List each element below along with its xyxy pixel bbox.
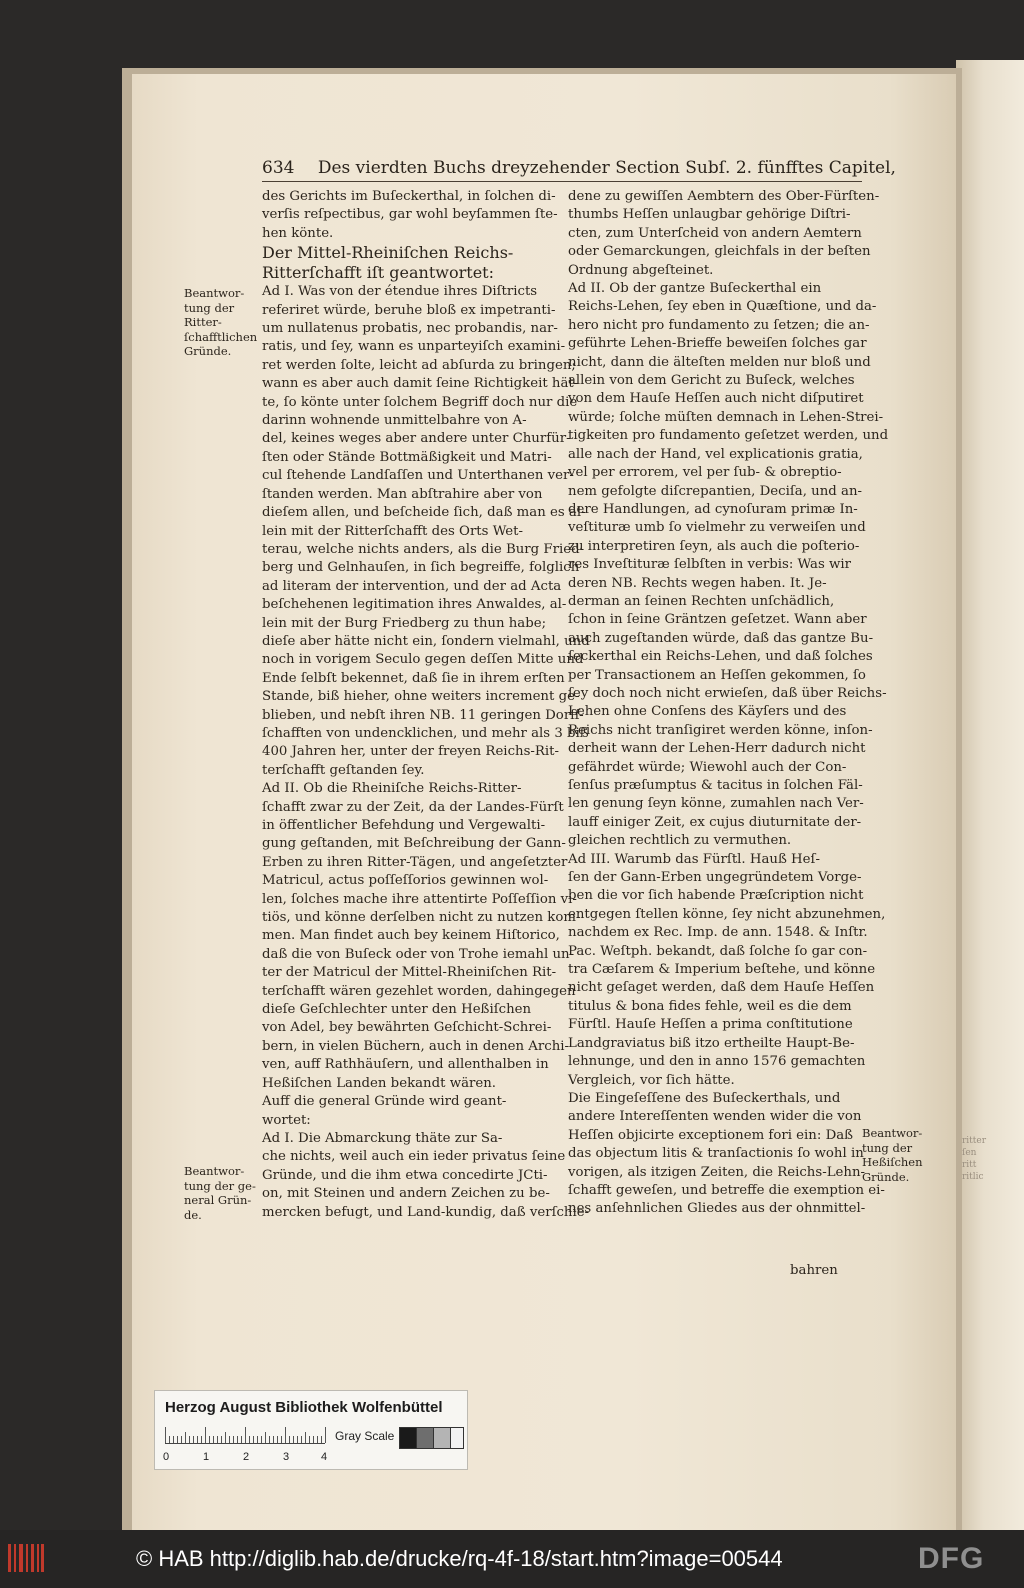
text-line: referiret würde, beruhe bloß ex impetranti-	[262, 302, 556, 318]
scale-ruler	[165, 1425, 325, 1444]
text-line: zu interpretiren ſeyn, als auch die poſterio-	[568, 538, 860, 554]
ruler-tick	[237, 1436, 238, 1443]
bleed-line: ritlic	[962, 1172, 984, 1182]
ruler-tick	[249, 1436, 250, 1443]
text-line: Heßiſchen Landen bekandt wären.	[262, 1075, 497, 1091]
text-line: titulus & bona fides fehle, weil es die dem	[568, 998, 852, 1014]
text-line: dere Handlungen, ad cynoſuram primæ In-	[568, 501, 858, 517]
text-line: gleichen rechtlich zu vermuthen.	[568, 833, 792, 849]
text-line: deren NB. Rechts wegen haben. It. Je-	[568, 575, 827, 591]
text-line: te, ſo könte unter ſolchem Begriff doch nur die	[262, 394, 578, 410]
ruler-tick	[165, 1427, 166, 1443]
dfg-logo: DFG	[918, 1542, 985, 1575]
left-column	[262, 188, 590, 1222]
text-line: bern, in vielen Büchern, auch in denen Archi-	[262, 1038, 570, 1054]
text-line: cten, zum Unterſcheid von andern Aemtern	[568, 225, 862, 241]
ruler-tick	[321, 1436, 322, 1443]
text-line: derman an ſeinen Rechten unſchädlich,	[568, 593, 835, 609]
gray-swatch	[433, 1427, 451, 1449]
text-line: Reichs nicht tranſigiret werden könne, inſon-	[568, 722, 873, 738]
ruler-tick	[197, 1436, 198, 1443]
bleed-through-text	[962, 1135, 986, 1183]
text-line: len genung ſeyn könne, zumahlen nach Ver-	[568, 796, 864, 812]
text-line: andere Intereſſenten wenden wider die von	[568, 1109, 862, 1125]
text-line: blieben, und nebſt ihren NB. 11 geringen Dorff-	[262, 707, 584, 723]
ruler-tick	[305, 1432, 306, 1443]
text-line: das objectum litis & tranſactionis ſo wohl in	[568, 1146, 864, 1162]
text-line: ret werden ſolte, leicht ad abſurda zu bringen;	[262, 357, 576, 373]
text-line: ſchon in ſeine Gräntzen geſetzet. Wann aber	[568, 612, 867, 628]
text-line: um nullatenus probatis, nec probandis, nar-	[262, 321, 558, 337]
margin-line: Beantwor-	[184, 1164, 245, 1178]
copyright-url-link[interactable]: © HAB http://diglib.hab.de/drucke/rq-4f-18/start.htm?image=00544	[136, 1546, 783, 1571]
ruler-tick	[169, 1436, 170, 1443]
text-line: Auff die general Gründe wird geant-	[262, 1094, 507, 1110]
text-line: ven, auff Rathhäuſern, und allenthalben in	[262, 1057, 549, 1073]
gray-swatch	[450, 1427, 464, 1449]
text-line: ſeckerthal ein Reichs-Lehen, und daß ſolches	[568, 649, 873, 665]
text-line: ſchafft geweſen, und betreffe die exemption ei-	[568, 1182, 885, 1198]
ruler-number: 3	[283, 1451, 290, 1463]
text-line: in öffentlicher Befehdung und Vergewalti-	[262, 818, 546, 833]
text-line: tra Cæſarem & Imperium beſtehe, und könne	[568, 962, 876, 978]
margin-line: tung der	[184, 300, 235, 315]
margin-line: tung der	[862, 1140, 913, 1155]
gray-swatch	[416, 1427, 434, 1449]
ruler-tick	[293, 1436, 294, 1443]
text-line: vel per errorem, vel per ſub- & obreptio-	[568, 465, 842, 481]
text-line: Vergleich, vor ſich hätte.	[568, 1072, 735, 1088]
text-line: ratis, und ſey, wann es unparteyiſch examini-	[262, 339, 566, 355]
ruler-tick	[205, 1427, 206, 1443]
ruler-tick	[209, 1436, 210, 1443]
text-line: cul ſtehende Landſaſſen und Unterthanen ver-	[262, 468, 574, 484]
catchword: bahren	[790, 1263, 838, 1278]
text-line: wortet:	[262, 1112, 311, 1128]
ruler-tick	[225, 1432, 226, 1443]
text-line: men. Man findet auch bey keinem Hiſtorico,	[262, 928, 560, 944]
text-line: Ritterſchafft iſt geantwortet:	[262, 263, 494, 283]
running-title: Des vierdten Buchs dreyzehender Section Subſ. 2. fünfftes Capitel,	[317, 158, 896, 178]
ruler-number: 2	[243, 1451, 250, 1463]
text-line: dieſe Geſchlechter unter den Heßiſchen	[262, 1002, 532, 1018]
ruler-tick	[281, 1436, 282, 1443]
margin-line: Beantwor-	[184, 286, 245, 300]
text-line: wann es aber auch damit ſeine Richtigkeit hät-	[262, 376, 579, 392]
margin-line: de.	[184, 1207, 202, 1222]
margin-line: Ritter-	[184, 315, 222, 329]
text-line: berg und Gelnhauſen, in ſich begreiffe, folglich	[262, 560, 580, 576]
text-line: che nichts, weil auch ein ieder privatus ſeine	[262, 1149, 566, 1165]
text-line: veſtituræ umb ſo vielmehr zu verweiſen und	[568, 520, 866, 536]
text-line: Ende ſelbſt bekennet, daß ſie in ihrem erſten	[262, 670, 565, 686]
ruler-tick	[273, 1436, 274, 1443]
text-line: Die Eingeſeſſene des Buſeckerthals, und	[568, 1090, 841, 1106]
text-line: nem gefolgte diſcrepantien, Deciſa, und an-	[568, 483, 863, 499]
text-line: nachdem ex Rec. Imp. de ann. 1548. & Inſtr.	[568, 925, 868, 941]
ruler-tick	[189, 1436, 190, 1443]
margin-line: Gründe.	[184, 344, 232, 358]
text-line: Ad II. Ob der gantze Buſeckerthal ein	[568, 281, 822, 297]
ruler-tick	[285, 1427, 286, 1443]
text-line: dene zu gewiſſen Aembtern des Ober-Fürſten-	[568, 189, 880, 204]
text-line: ſey doch noch nicht erwieſen, daß über Reichs-	[568, 685, 887, 701]
ruler-tick	[213, 1436, 214, 1443]
text-line: Erben zu ihren Ritter-Tägen, und angeſetzter	[262, 854, 568, 870]
text-line: del, keines weges aber andere unter Churfür-	[262, 431, 571, 447]
text-line: Heſſen objicirte exceptionem fori ein: Daß	[568, 1127, 854, 1143]
gray-scale-label: Gray Scale	[335, 1429, 395, 1443]
text-line: terſchafft wären gezehlet worden, dahingegen	[262, 983, 576, 999]
margin-line: Beantwor-	[862, 1126, 923, 1140]
ruler-tick	[301, 1436, 302, 1443]
text-line: Fürſtl. Hauſe Heſſen a prima conſtitutione	[568, 1017, 853, 1033]
text-line: dieſem allen, und beſcheide ſich, daß man es al-	[262, 505, 586, 521]
text-line: auch zugeſtanden würde, daß das gantze Bu-	[568, 630, 874, 646]
ruler-tick	[241, 1436, 242, 1443]
viewer-footer	[0, 1530, 1024, 1588]
text-line: Ordnung abgeſteinet.	[568, 262, 714, 278]
text-line: hen könte.	[262, 225, 334, 241]
text-line: Pac. Weſtph. bekandt, daß ſolche ſo gar con-	[568, 943, 868, 959]
text-line: alle nach der Hand, vel explicationis gratia,	[568, 446, 863, 462]
text-line: terſchafft geſtanden ſey.	[262, 762, 425, 778]
text-line: Der Mittel-Rheiniſchen Reichs-	[262, 243, 514, 263]
ruler-tick	[261, 1436, 262, 1443]
ruler-tick	[309, 1436, 310, 1443]
margin-line: Gründe.	[862, 1169, 910, 1184]
text-line: Ad I. Was von der étendue ihres Diſtricts	[262, 284, 538, 300]
text-line: Gründe, und die ihm etwa concedirte JCti-	[262, 1167, 548, 1183]
text-line: oder Gemarckungen, gleichfals in der beſten	[568, 244, 871, 260]
margin-line: ſchafftlichen	[184, 329, 258, 344]
ruler-tick	[265, 1432, 266, 1443]
ruler-tick	[229, 1436, 230, 1443]
text-line: ſchafft zwar zu der Zeit, da der Landes-Fürſt	[262, 799, 564, 815]
ruler-tick	[269, 1436, 270, 1443]
text-line: ſenſus præſumptus & tacitus in ſolchen Fäl-	[568, 778, 863, 793]
margin-note-knights	[184, 286, 257, 359]
text-line: mercken befugt, und Land-kundig, daß verſchie-	[262, 1204, 590, 1220]
text-line: nicht geſaget werden, daß dem Hauſe Heſſen	[568, 980, 875, 996]
text-line: terau, welche nichts anders, als die Burg Fried-	[262, 541, 585, 557]
text-line: lehnunge, und den in anno 1576 gemachten	[568, 1054, 866, 1070]
text-line: lein mit der Burg Friedberg zu thun habe;	[262, 615, 547, 631]
text-line: verſis reſpectibus, gar wohl beyſammen ſte-	[262, 207, 558, 223]
text-line: derheit wann der Lehen-Herr dadurch nicht	[568, 741, 866, 757]
ruler-tick	[297, 1436, 298, 1443]
header-rule	[262, 181, 862, 182]
bleed-line: ritter	[962, 1136, 987, 1146]
ruler-number: 4	[321, 1451, 328, 1463]
page-number: 634	[262, 158, 295, 178]
text-line: Lehen ohne Conſens des Käyſers und des	[568, 704, 847, 720]
text-line: würde; ſolche müſten demnach in Lehen-Strei-	[568, 409, 884, 425]
ruler-tick	[313, 1436, 314, 1443]
margin-note-hessian	[862, 1126, 923, 1184]
text-line: per Transactionem an Heſſen gekommen, ſo	[568, 667, 866, 683]
text-line: res Inveſtituræ ſelbſten in verbis: Was wir	[568, 557, 852, 573]
next-page-edge	[956, 60, 1024, 1530]
text-line: geführte Lehen-Brieffe beweiſen ſolches gar	[568, 336, 867, 352]
ruler-tick	[233, 1436, 234, 1443]
text-line: ad literam der intervention, und der ad Acta	[262, 578, 562, 594]
text-line: tigkeiten pro fundamento geſetzet werden, und	[568, 428, 889, 444]
text-line: darinn wohnende unmittelbahre von A-	[262, 413, 527, 429]
text-line: Ad II. Ob die Rheiniſche Reichs-Ritter-	[262, 781, 522, 797]
text-line: beſchehenen legitimation ihres Anwaldes, al-	[262, 597, 567, 613]
text-line: lein mit der Ritterſchafft des Orts Wet-	[262, 523, 523, 539]
ruler-tick	[277, 1436, 278, 1443]
text-line: von Adel, bey bewährten Geſchicht-Schrei-	[262, 1020, 552, 1036]
text-line: Ad I. Die Abmarckung thäte zur Sa-	[262, 1130, 503, 1146]
text-line: ſchafften von undencklichen, und mehr als 3 biß	[262, 725, 589, 741]
text-line: Ad III. Warumb das Fürſtl. Hauß Heſ-	[568, 851, 820, 867]
text-line: lauff einiger Zeit, ex cujus diuturnitate der-	[568, 814, 862, 830]
text-line: 400 Jahren her, unter der freyen Reichs-Rit-	[262, 744, 559, 760]
ruler-tick	[289, 1436, 290, 1443]
text-line: Landgraviatus biß itzo ertheilte Haupt-Be-	[568, 1035, 855, 1051]
text-line: hero nicht pro fundamento zu ſetzen; die an-	[568, 317, 870, 333]
text-line: thumbs Heſſen unlaugbar gehörige Diſtri-	[568, 207, 851, 223]
ruler-tick	[217, 1436, 218, 1443]
text-line: noch in vorigem Seculo gegen deſſen Mitte und	[262, 652, 584, 668]
margin-line: neral Grün-	[184, 1193, 252, 1207]
running-header	[262, 158, 896, 180]
ruler-tick	[257, 1436, 258, 1443]
ruler-number: 0	[163, 1451, 170, 1463]
ruler-tick	[181, 1436, 182, 1443]
ruler-tick	[253, 1436, 254, 1443]
text-line: Matricul, actus poſſeſſorios gewinnen wol-	[262, 873, 549, 889]
ruler-tick	[177, 1436, 178, 1443]
bleed-line: ritt	[962, 1160, 977, 1170]
text-line: tiös, und könne derſelben nicht zu nutzen kom-	[262, 910, 581, 926]
text-line: gefährdet würde; Wiewohl auch der Con-	[568, 759, 847, 775]
library-name: Herzog August Bibliothek Wolfenbüttel	[165, 1399, 443, 1416]
ruler-tick	[201, 1436, 202, 1443]
text-line: nes anſehnlichen Gliedes aus der ohnmittel-	[568, 1201, 866, 1217]
text-line: allein von dem Gericht zu Buſeck, welches	[568, 373, 855, 389]
gray-swatch	[399, 1427, 417, 1449]
text-line: ter der Matricul der Mittel-Rheiniſchen Rit-	[262, 965, 557, 981]
text-line: dieſe aber hätte nicht ein, ſondern vielmahl, und	[262, 633, 590, 649]
margin-line: Heßiſchen	[862, 1155, 923, 1169]
text-line: des Gerichts im Buſeckerthal, in ſolchen di-	[262, 189, 556, 204]
text-line: von dem Hauſe Heſſen auch nicht diſputiret	[568, 391, 864, 407]
text-line: nicht, dann die älteſten melden nur bloß und	[568, 354, 871, 370]
ruler-tick	[185, 1432, 186, 1443]
text-line: ben die vor ſich habende Præſcription nicht	[568, 888, 864, 904]
ruler-tick	[325, 1427, 326, 1443]
margin-note-general	[184, 1164, 256, 1222]
bleed-line: ſen	[962, 1148, 977, 1158]
text-line: on, mit Steinen und andern Zeichen zu be-	[262, 1186, 550, 1202]
color-calibration-card	[154, 1390, 468, 1470]
text-line: entgegen ſtellen könne, ſey nicht abzunehmen,	[568, 906, 886, 922]
text-line: daß die von Buſeck oder von Trohe iemahl un-	[262, 946, 575, 962]
ruler-tick	[245, 1427, 246, 1443]
hab-barcode-icon	[6, 1540, 46, 1576]
ruler-tick	[173, 1436, 174, 1443]
text-line: Reichs-Lehen, ſey eben in Quæſtione, und da-	[568, 299, 877, 315]
ruler-number: 1	[203, 1451, 210, 1463]
text-line: ſten oder Stände Bottmäßigkeit und Matri-	[262, 449, 552, 465]
text-line: gung geſtanden, mit Beſchreibung der Gann-	[262, 836, 566, 852]
text-line: len, ſolches mache ihre attentirte Poſſeſſion vi-	[262, 891, 577, 907]
text-line: ſtanden werden. Man abſtrahire aber von	[262, 486, 543, 502]
text-line: vorigen, als itzigen Zeiten, die Reichs-Lehn-	[568, 1164, 866, 1180]
ruler-tick	[221, 1436, 222, 1443]
text-line: Stande, biß hieher, ohne weiters increment ge-	[262, 689, 580, 705]
ruler-tick	[193, 1436, 194, 1443]
margin-line: tung der ge-	[184, 1178, 256, 1193]
ruler-tick	[317, 1436, 318, 1443]
text-line: ſen der Gann-Erben ungegründetem Vorge-	[568, 870, 862, 886]
